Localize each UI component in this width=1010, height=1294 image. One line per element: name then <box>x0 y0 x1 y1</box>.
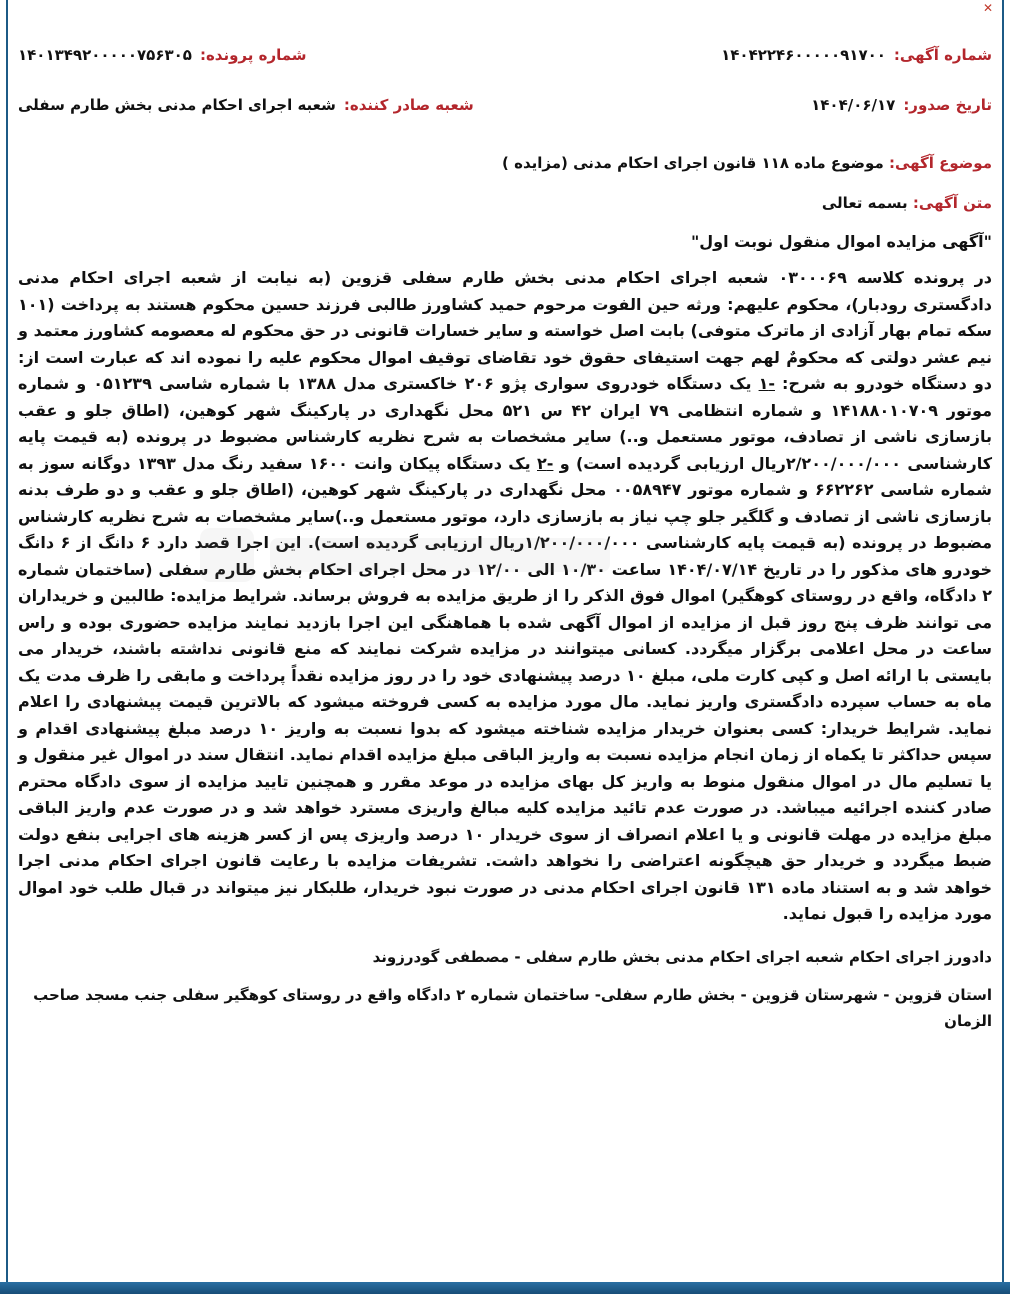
ad-body <box>18 265 992 928</box>
window-bottom-bar <box>0 1282 1010 1294</box>
body-part-1: در پرونده کلاسه ۰۳۰۰۰۶۹ شعبه اجرای احکام مدنی بخش طارم سفلی قزوین (به نیابت از شعبه اجرای احکام مدنی دادگستری رودبار)، محکوم علیهم: ورثه حین الفوت مرحوم حمید کشاورز طالبی فرزند حسین محکوم هستند به پرداخت (۱۰۱ سکه تمام بهار آزادی از ماترک متوفی) بابت اصل خواسته و سایر خسارات قانونی در حق محکوم له معصومه کشاورز معتمد و نیم عشر دولتی که محکومٌ لهم جهت استیفای حقوق خود تقاضای توقیف اموال محکوم علیه را نموده اند که عبارت است از: دو دستگاه خودرو به شرح: <box>18 268 993 393</box>
ad-subject <box>18 154 992 172</box>
address: استان قزوین - شهرستان قزوین - بخش طارم سفلی- ساختمان شماره ۲ دادگاه واقع در روستای کوهگیر سفلی جنب مسجد صاحب الزمان <box>33 985 992 1030</box>
signature: دادورز اجرای احکام شعبه اجرای احکام مدنی بخش طارم سفلی - مصطفی گودرزوند <box>372 947 992 966</box>
issue-date <box>522 96 992 114</box>
issuing-branch-label: شعبه صادر کننده: <box>343 96 474 114</box>
meta-row-1 <box>18 30 992 80</box>
close-icon[interactable]: ✕ <box>982 1 994 15</box>
ad-number-label: شماره آگهی: <box>893 46 992 64</box>
ad-text-opening: بسمه تعالی <box>821 194 908 212</box>
case-number <box>18 46 307 64</box>
issue-date-value: ۱۴۰۴/۰۶/۱۷ <box>811 96 896 114</box>
ad-subject-label: موضوع آگهی: <box>888 154 992 172</box>
ad-text-label: متن آگهی: <box>912 194 992 212</box>
body-part-2: یک دستگاه خودروی سواری پژو ۲۰۶ خاکستری مدل ۱۳۸۸ با شماره شاسی ۰۵۱۲۳۹ و شماره موتور ۱۴۱۸۸۰۱۰۷۰۹ و شماره انتظامی ۷۹ ایران ۴۲ س ۵۲۱ محل نگهداری در پارکینگ شهر کوهین، (اطاق جلو و عقب بازسازی ناشی از تصادف، موتور مستعمل و..) سایر مشخصات به شرح نظریه کارشناس مضبوط در پرونده (به قیمت پایه کارشناسی ۲/۲۰۰/۰۰۰/۰۰۰ریال ارزیابی گردیده است) و <box>18 374 993 473</box>
case-number-value: ۱۴۰۱۳۴۹۲۰۰۰۰۰۷۵۶۳۰۵ <box>18 46 192 64</box>
item-1-marker: -۱ <box>758 374 775 393</box>
ad-subject-value: موضوع ماده ۱۱۸ قانون اجرای احکام مدنی (مزایده ) <box>502 154 884 172</box>
ad-title: "آگهی مزایده اموال منقول نوبت اول" <box>690 232 992 251</box>
item-2-marker: -۲ <box>537 453 554 473</box>
issue-date-label: تاریخ صدور: <box>903 96 992 114</box>
issuing-branch-value: شعبه اجرای احکام مدنی بخش طارم سفلی <box>18 96 336 114</box>
ad-content <box>18 30 992 1034</box>
body-part-3: یک دستگاه پیکان وانت ۱۶۰۰ سفید رنگ مدل ۱۳۹۳ دوگانه سوز به شماره شاسی ۶۶۲۲۶۲ و شماره موتور ۰۰۵۸۹۴۷ محل نگهداری در پارکینگ شهر کوهین، (اطاق جلو و عقب و دو طرف بدنه بازسازی ناشی از تصادف و گلگیر جلو چپ نیاز به بازسازی دارد، موتور مستعمل و..)سایر مشخصات به شرح نظریه کارشناس مضبوط در پرونده (به قیمت پایه کارشناسی ۱/۲۰۰/۰۰۰/۰۰۰ریال ارزیابی گردیده است). این اجرا قصد دارد ۶ دانگ از ۶ دانگ خودرو های مذکور را در تاریخ ۱۴۰۴/۰۷/۱۴ ساعت ۱۰/۳۰ الی ۱۲/۰۰ در محل اجرای احکام بخش طارم سفلی (ساختمان شماره ۲ دادگاه، واقع در روستای کوهگیر) اموال فوق الذکر را از طریق مزایده به فروش برساند. شرایط مزایده: طالبین و خریداران می توانند ظرف پنج روز قبل از مزایده از اموال آگهی شده با هماهنگی این اجرا بازدید نمایند مزایده حضوری بوده و راس ساعت در محل اعلامی برگزار میگردد. کسانی میتوانند در مزایده شرکت نمایند که منع قانونی نداشته باشند، خریدار می بایستی با ارائه اصل و کپی کارت ملی، مبلغ ۱۰ درصد پیشنهادی خود را در روز مزایده نقداً پرداخت و مابقی را ظرف مدت یک ماه به حساب سپرده دادگستری واریز نماید. مال مورد مزایده به کسی فروخته میشود که بالاترین قیمت پیشنهادی را اعلام نماید. شرایط خریدار: کسی بعنوان خریدار مزایده شناخته میشود که بدوا نسبت به واریز ۱۰ درصد مبلغ پیشنهادی اقدام و سپس حداکثر تا یکماه از زمان انجام مزایده نسبت به واریز الباقی مبلغ مزایده اقدام نماید. انتقال سند در اموال غیر منقول و یا تسلیم مال در اموال منقول منوط به واریز کل بهای مزایده در موعد مقرر و همچنین تایید مزایده از سوی دادگاه محترم صادر کننده اجرائیه میباشد. در صورت عدم تائید مزایده کلیه مبالغ واریزی مسترد خواهد شد و در صورت عدم واریز الباقی مبلغ مزایده در مهلت قانونی و یا اعلام انصراف از سوی خریدار ۱۰ درصد واریزی پس از کسر هزینه های اجرایی بنفع دولت ضبط میگردد و خریدار حق هیچگونه اعتراضی را نخواهد داشت. تشریفات مزایده با رعایت قانون اجرای احکام مدنی اجرا خواهد شد و به استناد ماده ۱۳۱ قانون اجرای احکام مدنی در صورت نبود خریدار، طلبکار نیز میتواند در قبال طلب خود اموال مورد مزایده را قبول نماید. <box>18 453 993 923</box>
issuing-branch <box>18 96 474 114</box>
meta-row-2 <box>18 80 992 130</box>
ad-number-value: ۱۴۰۴۲۲۴۶۰۰۰۰۰۹۱۷۰۰ <box>721 46 886 64</box>
ad-text-header <box>18 194 992 212</box>
case-number-label: شماره پرونده: <box>199 46 307 64</box>
ad-number <box>522 46 992 64</box>
